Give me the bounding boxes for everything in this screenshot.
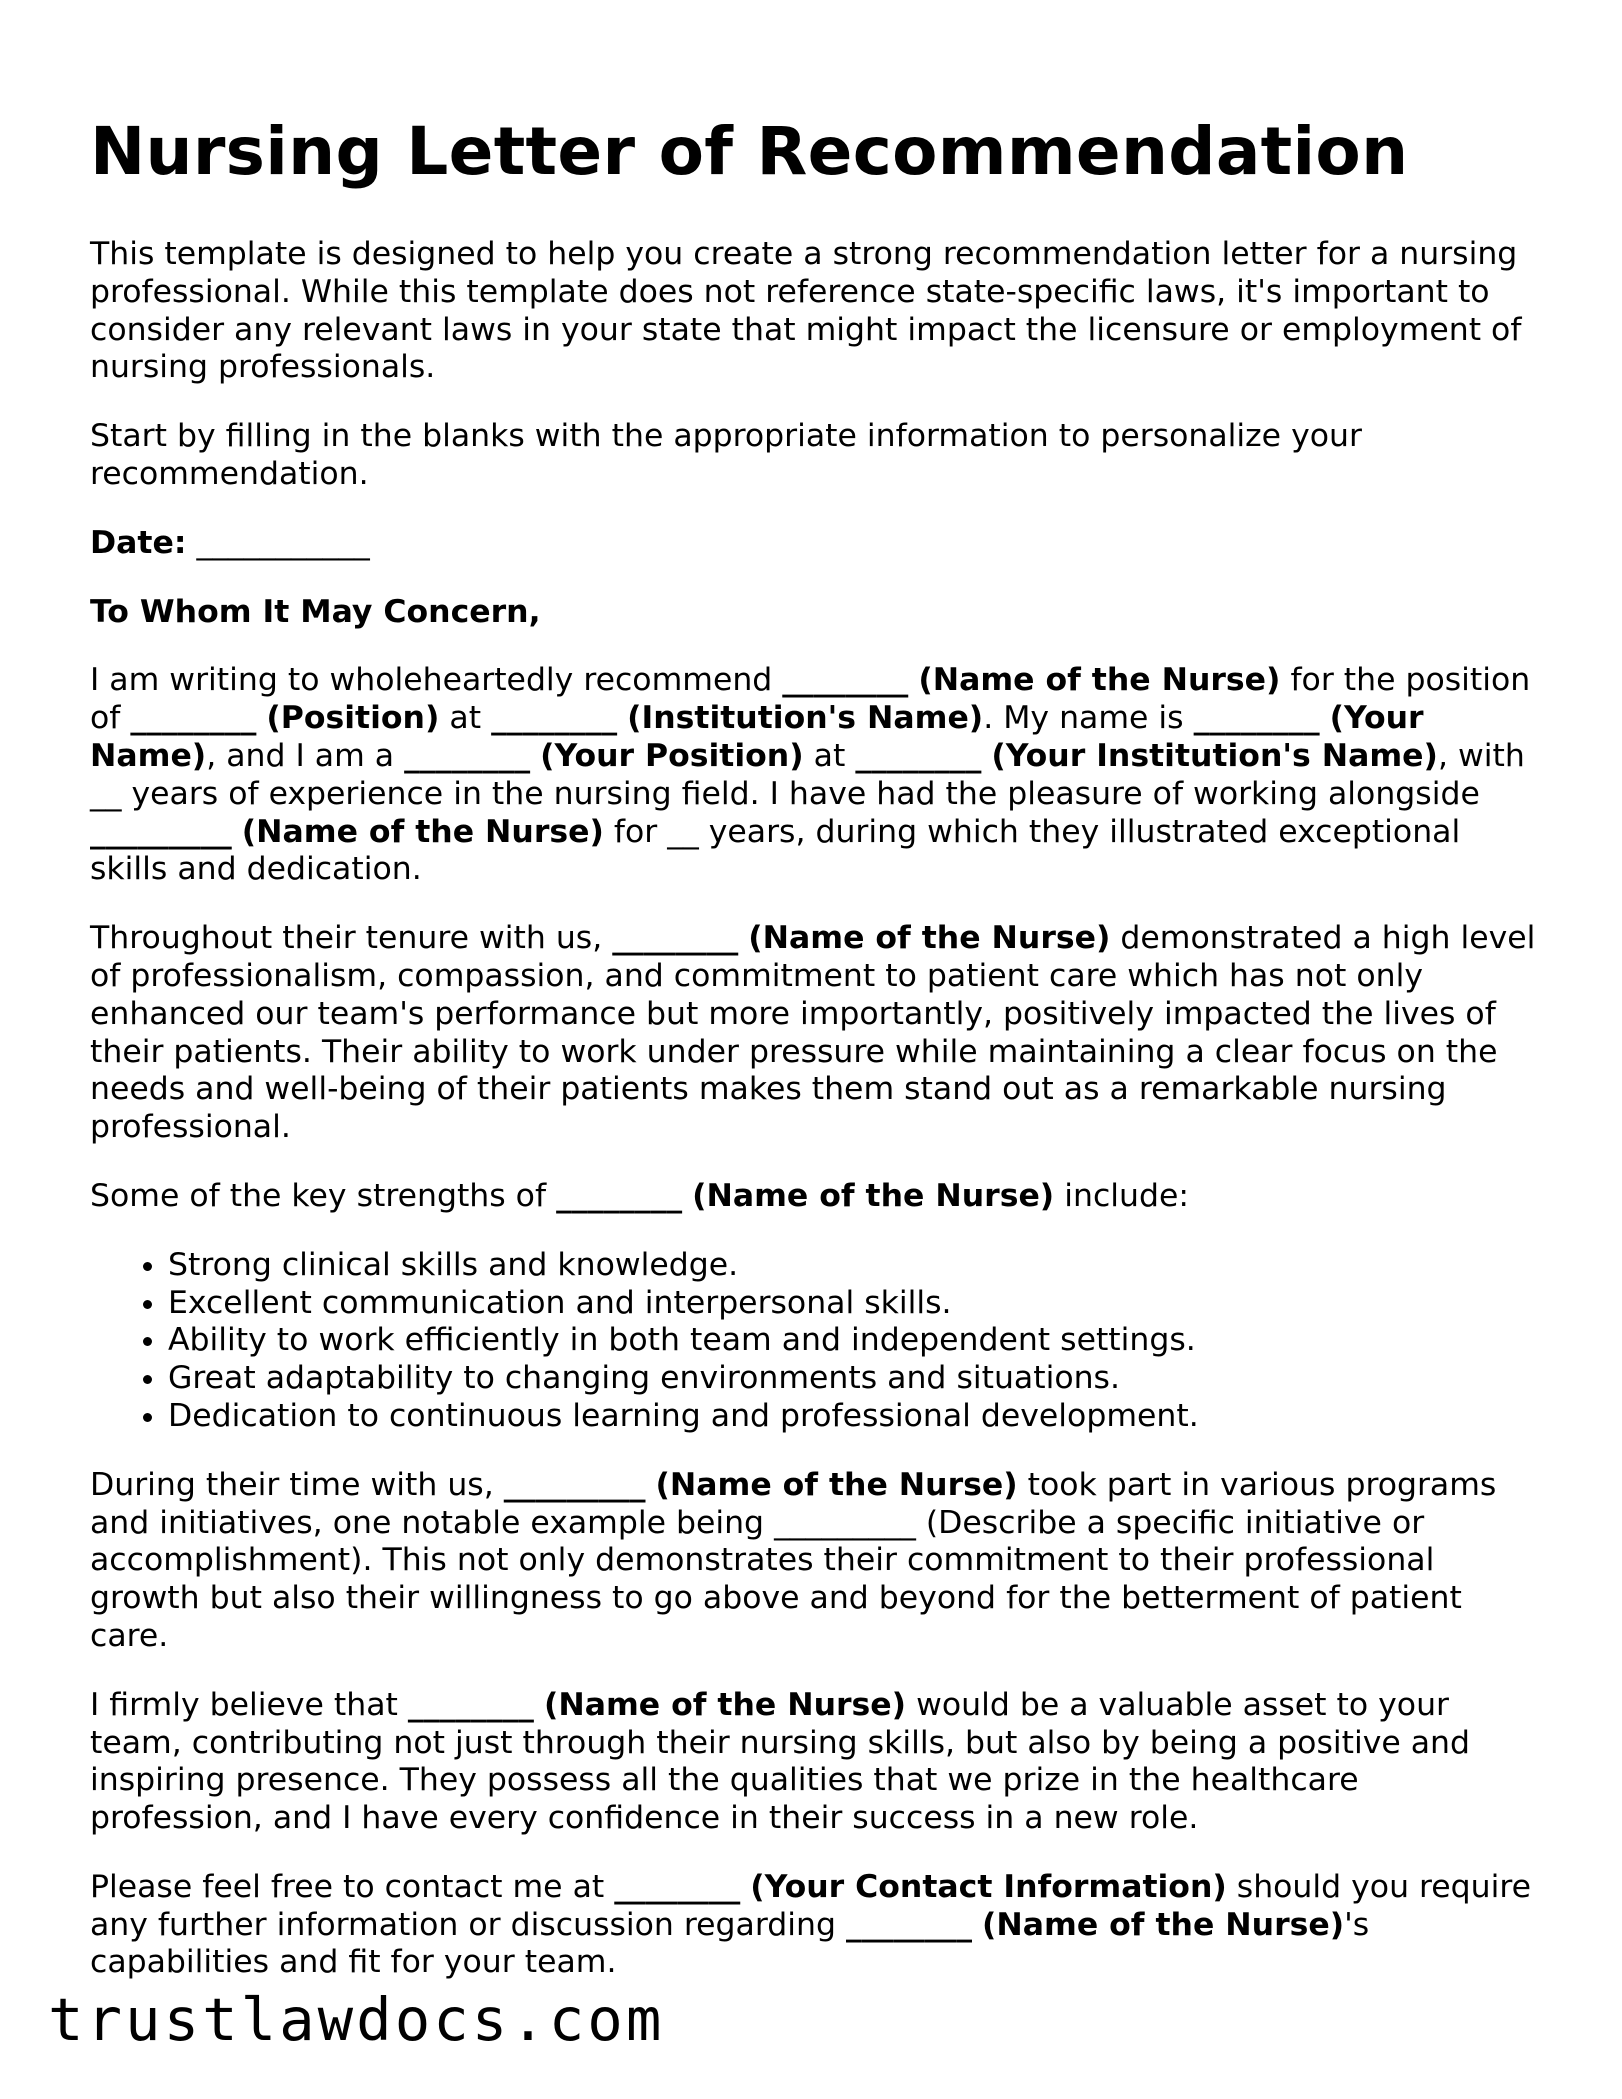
position-blank: ________ — [130, 700, 257, 737]
nurse-name-placeholder: (Name of the Nurse) — [918, 662, 1281, 699]
belief-paragraph: I firmly believe that ________ (Name of the Nurse) would be a valuable asset to your team, contributing not just through their nursing skills, but also by being a positive and inspiring presence. They possess all the qualities that we prize in the healthcare profession, and I have every confidence in their success in a new role. — [90, 1686, 1471, 1837]
site-watermark: trustlawdocs.com — [48, 1985, 665, 2054]
experience-years-blank: __ — [90, 775, 122, 812]
instructions-paragraph: Start by filling in the blanks with the appropriate information to personalize your recommendation. — [90, 418, 1362, 492]
list-item: • Excellent communication and interpersonal skills. — [168, 1285, 1540, 1323]
initiative-blank: _________ — [774, 1504, 916, 1541]
your-position-blank: ________ — [404, 737, 531, 774]
institution-blank: ________ — [491, 700, 618, 737]
date-line — [90, 525, 1540, 563]
nurse-name-blank: _________ — [503, 1466, 646, 1503]
date-label: Date: — [90, 524, 187, 561]
your-position-placeholder: (Your Position) — [540, 737, 804, 774]
letter-document — [90, 108, 1540, 2013]
page-title: Nursing Letter of Recommendation — [90, 113, 1409, 190]
list-item: • Ability to work efficiently in both team and independent settings. — [168, 1322, 1540, 1360]
contact-placeholder: (Your Contact Information) — [750, 1868, 1227, 1905]
contact-paragraph: Please feel free to contact me at ________ (Your Contact Information) should you require any further information or discussion regarding ________ (Name of the Nurse)'s capabilities and fit for your team. — [90, 1868, 1532, 1981]
institution-placeholder: (Institution's Name) — [627, 700, 984, 737]
nurse-name-blank: ________ — [612, 920, 739, 957]
nurse-name-placeholder: (Name of the Nurse) — [241, 813, 604, 850]
nurse-name-blank: ________ — [407, 1686, 534, 1723]
nurse-name-placeholder: (Name of the Nurse) — [748, 920, 1111, 957]
your-institution-placeholder: (Your Institution's Name) — [991, 737, 1438, 774]
salutation: To Whom It May Concern, — [90, 593, 541, 630]
nurse-name-blank: ________ — [845, 1906, 972, 1943]
strengths-intro: Some of the key strengths of ________ (Name of the Nurse) include: — [90, 1177, 1189, 1214]
date-blank: ___________ — [196, 524, 370, 561]
contact-blank: ________ — [614, 1868, 741, 1905]
strengths-list — [90, 1247, 1540, 1436]
nurse-name-blank: _________ — [90, 813, 232, 850]
nurse-name-placeholder: (Name of the Nurse) — [981, 1906, 1345, 1943]
nurse-name-placeholder: (Name of the Nurse) — [655, 1466, 1018, 1503]
years-together-blank: __ — [667, 813, 699, 850]
initiatives-paragraph: During their time with us, _________ (Name of the Nurse) took part in various programs and initiatives, one notable example being _________ (Describe a specific initiative or accomplishment). This not only demonstrates their commitment to their professional growth but also their willingness to go above and beyond for the betterment of patient care. — [90, 1466, 1497, 1654]
nurse-name-blank: ________ — [556, 1177, 683, 1214]
list-item: • Strong clinical skills and knowledge. — [168, 1247, 1540, 1285]
position-placeholder: (Position) — [266, 700, 440, 737]
intro-paragraph: This template is designed to help you create a strong recommendation letter for a nursing professional. While this template does not reference state-specific laws, it's important to consider any relevant laws in your state that might impact the licensure or employment of nursing professionals. — [90, 236, 1522, 386]
recommendation-paragraph: I am writing to wholeheartedly recommend ________ (Name of the Nurse) for the position of ________ (Position) at ________ (Institution's Name). My name is ________ (Your Name), and I am a ________ (Your Position) at ________ (Your Institution's Name), with __ years of experience in the nursing field. I have had the pleasure of working alongside _________ (Name of the Nurse) for __ years, during which they illustrated exceptional skills and dedication. — [90, 662, 1531, 888]
list-item: • Dedication to continuous learning and professional development. — [168, 1398, 1540, 1436]
nurse-name-placeholder: (Name of the Nurse) — [692, 1177, 1055, 1214]
your-name-blank: ________ — [1193, 700, 1320, 737]
your-institution-blank: ________ — [855, 737, 982, 774]
tenure-paragraph: Throughout their tenure with us, ________ (Name of the Nurse) demonstrated a high level of professionalism, compassion, and commitment to patient care which has not only enhanced our team's performance but more importantly, positively impacted the lives of their patients. Their ability to work under pressure while maintaining a clear focus on the needs and well-being of their patients makes them stand out as a remarkable nursing professional. — [90, 920, 1536, 1146]
nurse-name-blank: ________ — [782, 662, 909, 699]
list-item: • Great adaptability to changing environments and situations. — [168, 1360, 1540, 1398]
nurse-name-placeholder: (Name of the Nurse) — [543, 1686, 907, 1723]
your-name-placeholder: (Your Name) — [90, 700, 1424, 774]
